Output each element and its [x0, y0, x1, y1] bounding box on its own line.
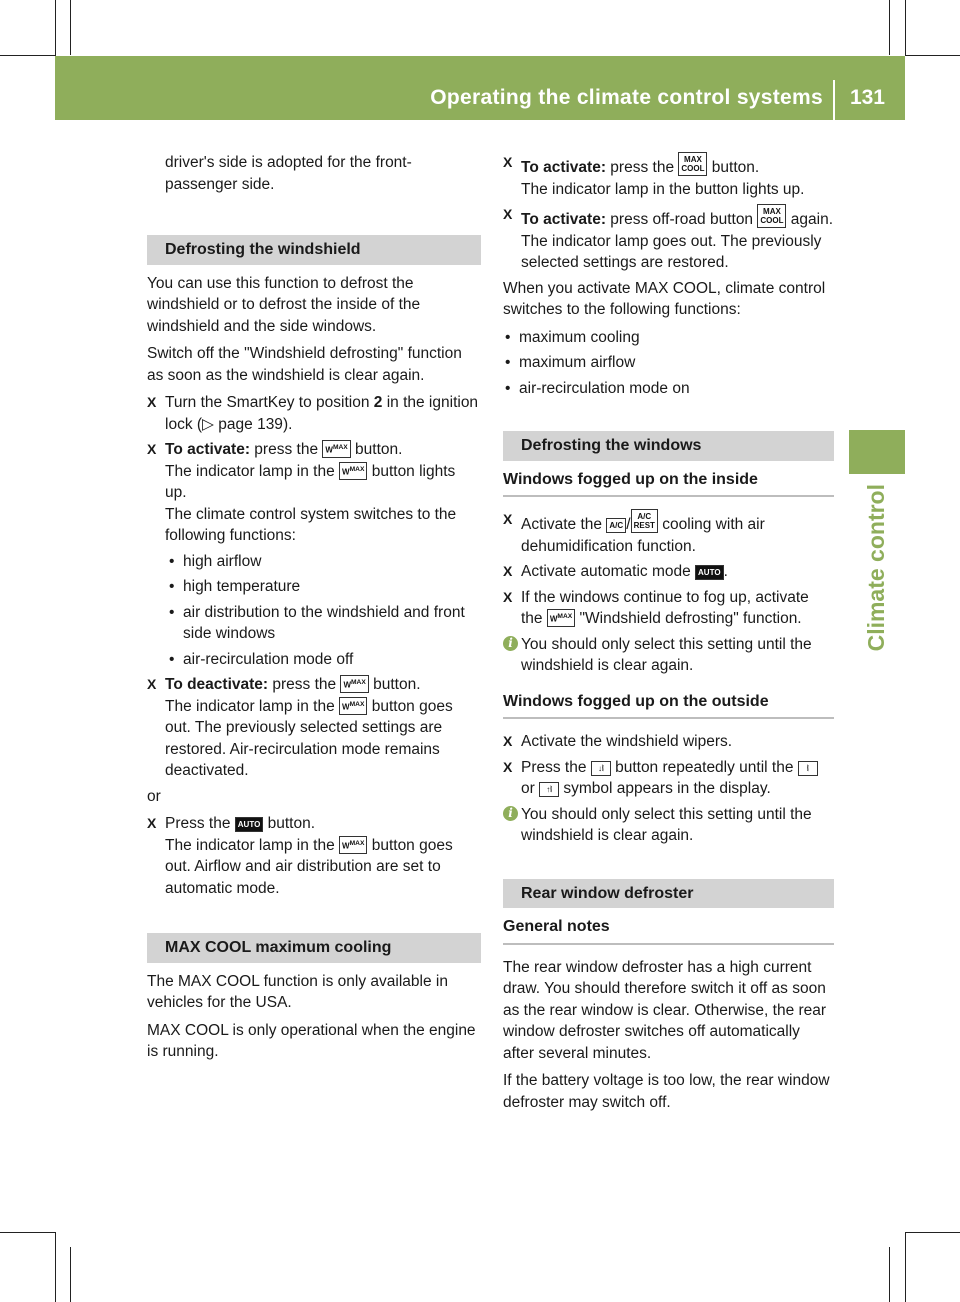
crop-mark — [889, 0, 890, 55]
chapter-tab — [849, 430, 905, 474]
step-item: X If the windows continue to fog up, activate the $W^{MAX}$ "Windshield defrosting" function. — [503, 588, 809, 627]
defrost-max-button-icon: $W^{MAX}$ — [340, 675, 368, 693]
defrost-max-button-icon: $W^{MAX}$ — [339, 697, 367, 715]
page-number: 131 — [849, 86, 885, 109]
crop-mark — [889, 1247, 890, 1302]
defrost-max-button-icon: $W^{MAX}$ — [339, 462, 367, 480]
intro-text: driver's side is adopted for the front-passenger side. — [165, 154, 412, 193]
step-arrow-icon: X — [503, 154, 513, 170]
ac-rest-button-icon: A/C REST — [631, 509, 658, 533]
list-item: • air-recirculation mode off — [169, 650, 354, 668]
list-item: • air distribution to the windshield and front side windows — [169, 603, 465, 642]
crop-mark — [905, 1232, 906, 1302]
list-item: • maximum cooling — [505, 328, 640, 346]
crop-mark — [905, 55, 960, 56]
step-item: X To activate: press the MAX COOL button. The indicator lamp in the button lights up. — [503, 154, 805, 198]
paragraph: The MAX COOL function is only available in vehicles for the USA. — [147, 972, 448, 1011]
crop-mark — [905, 1232, 960, 1233]
info-note: i You should only select this setting until the windshield is clear again. — [503, 804, 834, 847]
step-item: X Press the ↓⦚ button repeatedly until the ⦚ or ↑⦚ symbol appears in the display. — [503, 757, 834, 800]
info-icon: i — [503, 636, 518, 651]
auto-button-icon: AUTO — [235, 817, 264, 832]
page-reference[interactable]: page 139 — [218, 415, 283, 433]
list-item: • maximum airflow — [505, 354, 636, 371]
step-arrow-icon: X — [147, 676, 157, 692]
or-text: or — [147, 787, 161, 805]
step-arrow-icon: X — [503, 206, 513, 222]
list-item: • high temperature — [169, 578, 301, 595]
step-arrow-icon: X — [503, 563, 513, 579]
step-arrow-icon: X — [503, 758, 513, 775]
section-defrost-windshield: Defrosting the windshield — [147, 235, 481, 265]
max-cool-button-icon: MAX COOL — [678, 152, 707, 176]
crop-mark — [55, 0, 56, 56]
defrost-max-button-icon: $W^{MAX}$ — [322, 440, 350, 458]
section-rear-defroster: Rear window defroster — [503, 879, 834, 909]
airflow-windshield-upper-icon: ↑⦚ — [539, 782, 559, 797]
crop-mark — [0, 55, 55, 56]
header-divider — [833, 80, 835, 120]
max-cool-button-icon: MAX COOL — [757, 204, 786, 228]
step-arrow-icon: X — [147, 815, 157, 831]
section-defrost-windows: Defrosting the windows — [503, 431, 834, 461]
ac-button-icon: A/C — [606, 518, 626, 533]
info-note: i You should only select this setting until the windshield is clear again. — [503, 634, 834, 677]
step-arrow-icon: X — [503, 733, 513, 749]
step-arrow-icon: X — [147, 394, 157, 410]
paragraph: Switch off the "Windshield defrosting" function as soon as the windshield is clear again. — [147, 345, 462, 384]
paragraph: You can use this function to defrost the windshield or to defrost the inside of the windshield and the side windows. — [147, 274, 421, 335]
page-ref-arrow-icon: ▷ — [202, 415, 214, 433]
list-item: • air-recirculation mode on — [505, 379, 690, 397]
right-column — [503, 152, 834, 1119]
paragraph: The rear window defroster has a high current draw. You should therefore switch it off as soon as the rear window is clear. Otherwise, the rear window defroster switches off automatically after several minutes. — [503, 958, 827, 1062]
chapter-label: Climate control — [862, 484, 889, 652]
paragraph: When you activate MAX COOL, climate control switches to the following functions: — [503, 279, 826, 318]
list-item: • high airflow — [169, 552, 262, 570]
step-item: X Press the AUTO button. The indicator lamp in the $W^{MAX}$ button goes out. Airflow and air distribution are set to automatic mode. — [147, 815, 453, 897]
left-column — [147, 152, 481, 1069]
page-header — [55, 56, 905, 120]
subsection-general-notes: General notes — [503, 916, 834, 945]
step-item: X Activate automatic mode AUTO . — [503, 561, 834, 583]
info-icon: i — [503, 806, 518, 821]
step-item: X Turn the SmartKey to position 2 in the ignition lock (▷ page 139). — [147, 394, 479, 433]
crop-mark — [55, 1232, 56, 1302]
step-arrow-icon: X — [503, 588, 513, 605]
paragraph: MAX COOL is only operational when the engine is running. — [147, 1021, 476, 1060]
step-arrow-icon: X — [147, 441, 157, 457]
subsection-fogged-inside: Windows fogged up on the inside — [503, 469, 834, 498]
defrost-max-button-icon: $W^{MAX}$ — [547, 609, 575, 627]
subsection-fogged-outside: Windows fogged up on the outside — [503, 691, 834, 720]
step-item: X To deactivate: press the $W^{MAX}$ button. The indicator lamp in the $W^{MAX}$ button goes out. The previously selected settings are restored. Air-recirculation mode remains deactivated. — [147, 676, 453, 779]
airflow-windshield-icon: ⦚ — [798, 761, 818, 776]
crop-mark — [905, 0, 906, 56]
defrost-max-button-icon: $W^{MAX}$ — [339, 836, 367, 854]
paragraph: If the battery voltage is too low, the rear window defroster may switch off. — [503, 1072, 830, 1111]
step-item: X Activate the windshield wipers. — [503, 731, 834, 753]
section-max-cool: MAX COOL maximum cooling — [147, 933, 481, 963]
step-arrow-icon: X — [503, 511, 513, 527]
step-item: X Activate the A/C / A/C REST cooling with air dehumidification function. — [503, 511, 765, 555]
crop-mark — [0, 1232, 55, 1233]
step-item: X To activate: press off-road button MAX COOL again. The indicator lamp goes out. The previously selected settings are restored. — [503, 206, 834, 271]
step-item: X To activate: press the $W^{MAX}$ button. The indicator lamp in the $W^{MAX}$ button lights up. The climate control system switches to the following functions: — [147, 441, 457, 544]
airflow-button-icon: ↓⦚ — [591, 761, 611, 776]
crop-mark — [70, 0, 71, 55]
crop-mark — [70, 1247, 71, 1302]
auto-button-icon: AUTO — [695, 565, 724, 580]
page-title: Operating the climate control systems — [430, 86, 823, 109]
